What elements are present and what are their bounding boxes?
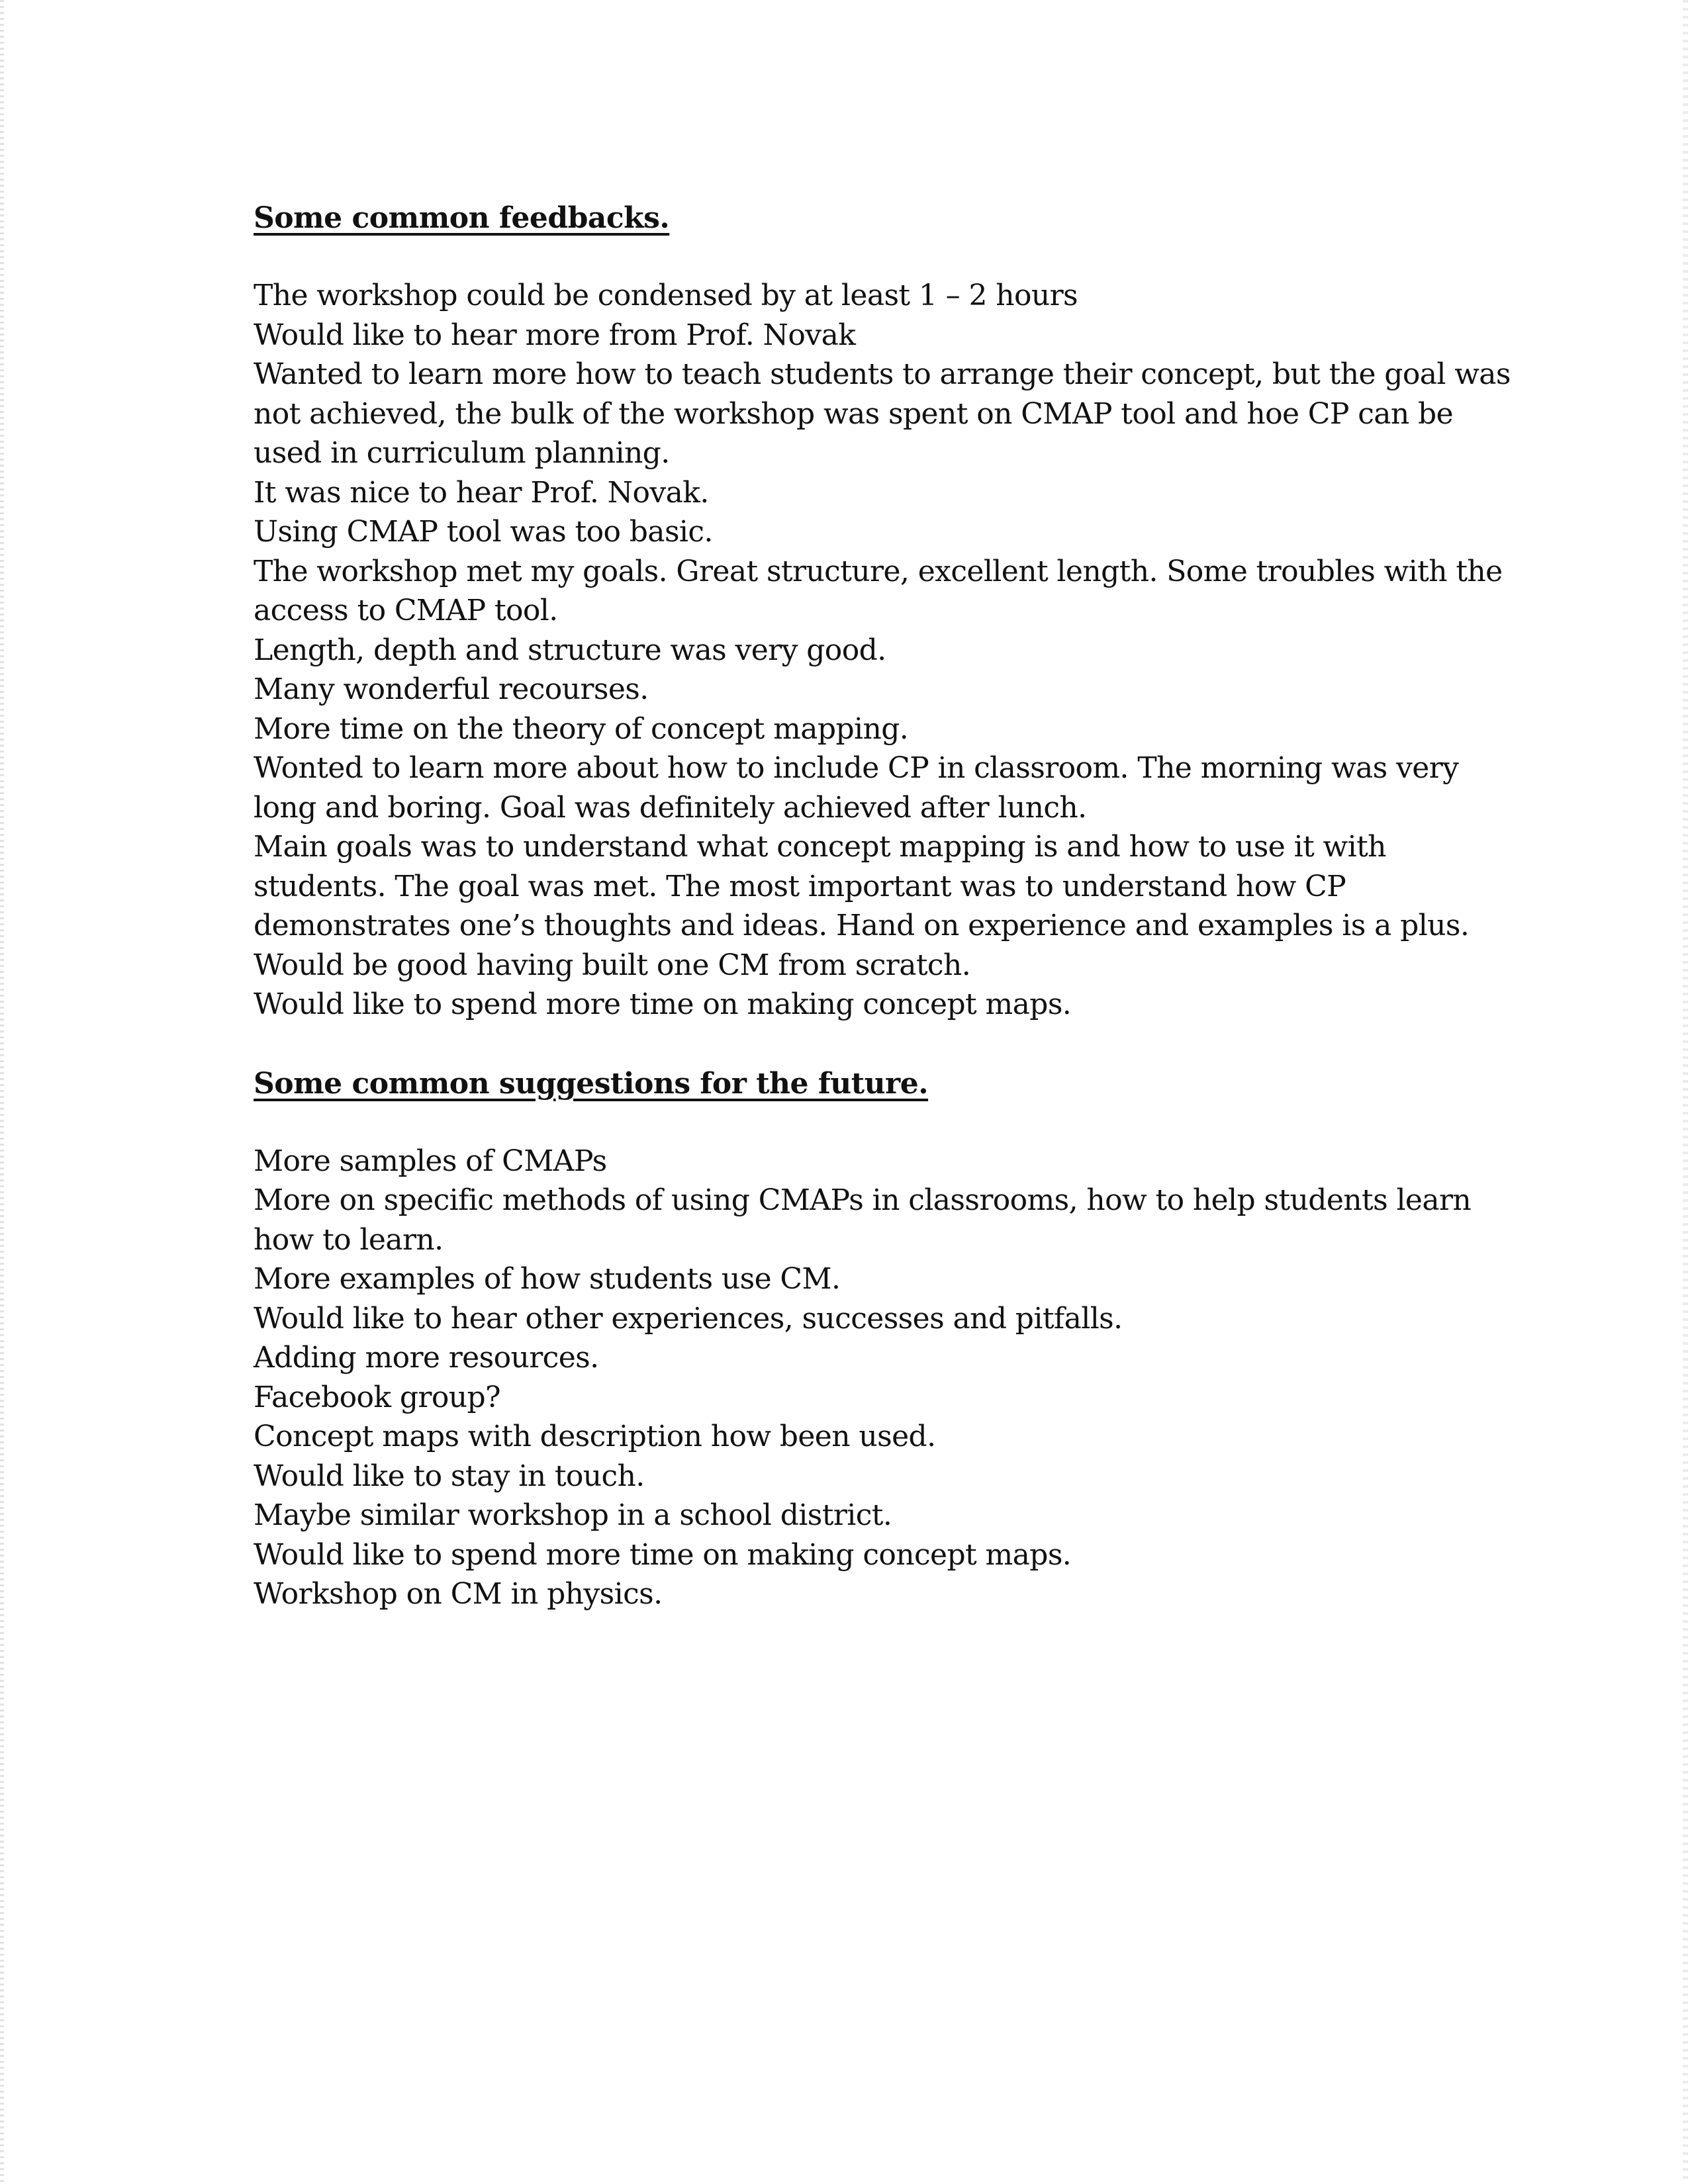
suggestion-item: Would like to hear other experiences, successes and pitfalls. (254, 1301, 1123, 1336)
feedback-item: Using CMAP tool was too basic. (254, 515, 713, 549)
suggestion-item: More examples of how students use CM. (254, 1262, 841, 1296)
suggestion-item: Concept maps with description how been used. (254, 1420, 936, 1453)
feedback-item: Would like to spend more time on making concept maps. (254, 987, 1072, 1021)
suggestion-item: Would like to stay in touch. (254, 1459, 645, 1493)
feedback-item: Length, depth and structure was very good. (254, 633, 886, 667)
suggestions-heading: Some common suggestions for the future. (254, 1066, 929, 1101)
suggestion-item: Adding more resources. (254, 1341, 599, 1375)
feedback-list (254, 276, 1511, 1024)
feedback-item: Wanted to learn more how to teach students to arrange their concept, but the goal was not achieved, the bulk of the workshop was spent on CMAP tool and hoe CP can be used in curriculum planning. (254, 357, 1511, 470)
feedback-item: The workshop could be condensed by at least 1 – 2 hours (254, 279, 1078, 312)
feedback-item: Would be good having built one CM from scratch. (254, 948, 971, 982)
feedback-heading: Some common feedbacks. (254, 201, 670, 235)
suggestion-item: More samples of CMAPs (254, 1144, 607, 1178)
scan-edge-right (1683, 0, 1688, 2184)
feedback-item: Would like to hear more from Prof. Novak (254, 318, 856, 352)
feedback-item: The workshop met my goals. Great structure, excellent length. Some troubles with the access to CMAP tool. (254, 554, 1503, 627)
suggestion-item: Would like to spend more time on making concept maps. (254, 1537, 1072, 1572)
suggestions-list (254, 1142, 1511, 1614)
feedback-item: Main goals was to understand what concept mapping is and how to use it with students. The goal was met. The most important was to understand how CP demonstrates one’s thoughts and ideas. Hand on experience and examples is a plus. (254, 830, 1470, 942)
feedback-item: Wonted to learn more about how to include CP in classroom. The morning was very long and boring. Goal was definitely achieved after lunch. (254, 751, 1459, 825)
suggestion-item: Workshop on CM in physics. (254, 1577, 663, 1611)
feedback-item: More time on the theory of concept mapping. (254, 711, 909, 746)
suggestion-item: More on specific methods of using CMAPs in classrooms, how to help students learn how to learn. (254, 1183, 1472, 1257)
suggestion-item: Maybe similar workshop in a school district. (254, 1498, 892, 1532)
feedback-item: It was nice to hear Prof. Novak. (254, 475, 709, 510)
suggestion-item: Facebook group? (254, 1380, 501, 1414)
feedback-item: Many wonderful recourses. (254, 672, 649, 706)
document-content (254, 199, 1511, 1614)
scan-edge-left (0, 0, 4, 2184)
